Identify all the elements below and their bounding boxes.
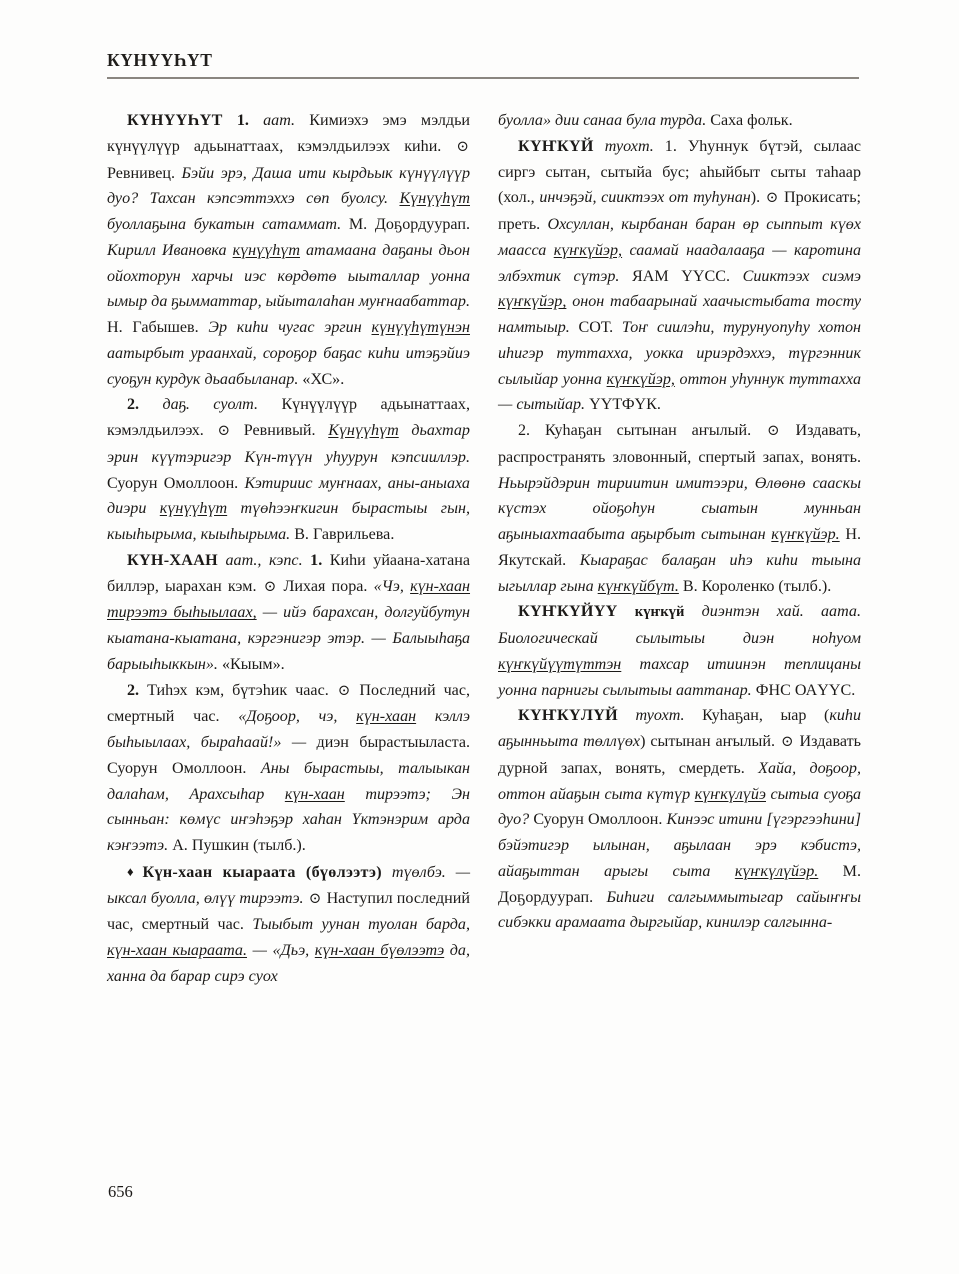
quotation-source: ЯАМ ҮҮСС. (632, 267, 731, 285)
quotation-keyword: күҥкүлүйэр. (734, 862, 819, 880)
headword-kungkuluy: КҮҤКҮЛҮЙ (518, 707, 618, 725)
russian-gloss: Издавать дурной запах, вонять, смердеть. (498, 733, 862, 777)
russian-gloss: Наступил последний час, смертный час. (107, 889, 470, 934)
sense-number: 1. (310, 551, 323, 569)
definition-text: Куһаҕан, ыар ( (702, 707, 830, 725)
quotation-source: «ХС». (302, 370, 345, 388)
quotation-keyword: күн-хаан (284, 785, 345, 803)
quotation-keyword: Күнүүһүт (399, 190, 470, 208)
quotation-text: Аны бырастыы, талыыкан далаһам, Арахсыһар (107, 759, 470, 803)
quotation-text: Охсуллан, кырбанан баран өр сыппыт күөх маасса (498, 216, 861, 259)
sense-number: 1. (236, 112, 249, 129)
russian-gloss: Лихая пора. (283, 577, 368, 595)
quotation-source: Суорун Омоллоон. (533, 811, 663, 829)
entry-kunuuhut-sense-2 (107, 392, 470, 548)
definition-close: ). (750, 189, 761, 207)
entry-kunuuhut-sense-1 (107, 108, 470, 392)
quotation-keyword: күнүүһүт (159, 500, 228, 518)
definition-paren-italic: киһи аҕынньыта төллүөх (498, 707, 861, 750)
definition-text: Куһаҕан сытынан аҥылый. (544, 422, 752, 439)
quotation-source: В. Короленко (тылб.). (682, 577, 832, 595)
phrase-gloss: түөлбэ. — ыксал буолла, өлүү тирээтэ. (107, 863, 471, 907)
quotation-keyword: күҥкүйбүт. (597, 577, 679, 595)
text-columns (107, 108, 862, 990)
quotation-keyword: күҥкүйэр. (771, 526, 840, 543)
quotation-text: «Доҕоор, чэ, (238, 708, 338, 726)
quotation-keyword: күҥкүйэр, (498, 293, 567, 311)
definition-text: Киһи уйаана-хатана биллэр, ыарахан кэм. (107, 551, 471, 595)
definition-text: Кимиэхэ эмэ мэлдьи күнүүлүүр адьынаттаах, кэмэлдьилээх киһи. (107, 112, 471, 155)
quotation-text: онон табаарынай хаачыстыбата тосту намтыыр. (498, 293, 861, 336)
quotation-text: түөһээҥкигин бырастыы гын, кыыһырыма, кыыһырыма. (107, 500, 470, 543)
quotation-source: «Кыым». (221, 655, 285, 673)
quotation-source: Саха фольк. (710, 112, 793, 129)
quotation-text: — «Дьэ, (252, 942, 310, 959)
definition-text: Тиһэх кэм, бүтэһик чаас. (147, 681, 329, 699)
quotation-text: Кэтириис муҥнаах, аны-аныаха диэри (107, 474, 470, 518)
quotation-keyword: күҥкүлүйэ (694, 785, 766, 803)
quotation-text: Ньырэйдэрин тириитин имитээри, Өлөөнө сааскы күстэх ойоҕоһун сыатын мунньан аҕыныахтаабыта аҕырбыт сытынан (498, 474, 861, 543)
russian-gloss: Последний час, смертный час. (107, 681, 470, 726)
definition-close: ) сытынан аҥылый. (640, 733, 775, 750)
entry-kungkuy-sense-2 (498, 418, 861, 599)
grammar-label: даҕ. суолт. (162, 396, 258, 414)
headword-kungkuyuu: КҮҤКҮЙҮҮ (518, 603, 618, 621)
quotation-source: М. Доҕордуурап. (348, 216, 470, 233)
sense-marker-icon: ⊙ (767, 423, 780, 439)
entry-kungkuyuu (498, 599, 861, 703)
quotation-source: В. Гаврильева. (294, 526, 395, 543)
header-rule (107, 77, 859, 80)
sense-marker-icon: ⊙ (217, 423, 231, 439)
quotation-text: Биһиги салгыммытыгар сайыҥҥы сибэкки арамаата дыргыйар, кинилэр салгынна- (498, 888, 862, 932)
quotation-source: А. Пушкин (тылб.). (172, 837, 306, 854)
sense-marker-icon: ⊙ (337, 682, 351, 699)
column-right (498, 108, 861, 990)
definition-text: Уһуннук бүтэй, сылаас сиргэ сытан, сытыйа бус; аһыйбыт сыты таһаар ( (498, 137, 861, 207)
quotation-text: кэллэ быһыылаах, быраһаай!» — (107, 708, 470, 751)
russian-gloss: Издавать, распространять зловонный, спертый запах, вонять. (498, 422, 861, 466)
sense-marker-icon: ⊙ (456, 138, 469, 155)
russian-gloss: Ревнивый. (243, 422, 316, 439)
quotation-keyword: күнүүһүтүнэн (371, 319, 470, 336)
quotation-source: Суорун Омоллоон. (107, 474, 239, 492)
quotation-keyword: күн-хаан тирээтэ быһыылаах, (107, 577, 471, 622)
quotation-text: атамаана даҕаны дьон ойохторун харчы иэс көрдөтө ыыталлар уонна ымыр да ҕымматтар, ыйыталаһан муҥнаабаттар. (107, 241, 471, 311)
quotation-text: Кыараҕас балаҕан иһэ киһи тыына ыгыллар гына (498, 551, 861, 595)
quotation-text: «Чэ, (373, 577, 404, 595)
quotation-keyword: күҥкүйүүтүттэн (498, 655, 622, 673)
sense-marker-icon: ⊙ (780, 734, 794, 750)
grammar-label: туохт. (604, 137, 654, 155)
quotation-text: тахсар итиинэн теплицаны уонна парнигы сылытыы ааттанар. (498, 655, 861, 699)
quotation-text: Бэйи эрэ, Даша ити кырдьык күнүүлүүр дуо? Тахсан кэпсэттэххэ сөп буолсу. (107, 164, 470, 208)
definition-paren-roman: хол., (503, 189, 535, 207)
quotation-keyword: күн-хаан бүөлээтэ (314, 942, 445, 959)
quotation-keyword: күн-хаан кыараата. (107, 942, 248, 959)
sense-marker-icon: ⊙ (308, 890, 322, 907)
quotation-text: Кирилл Ивановка (107, 241, 227, 259)
quotation-keyword: күҥкүйэр, (553, 241, 623, 259)
headword-kun-khaan: КҮН-ХААН (127, 551, 218, 569)
entry-kun-khaan-sense-2 (107, 678, 470, 859)
quotation-text: аатырбыт ураанхай, сороҕор баҕас киһи итэҕэйиэ суоҕун курдук дьаабыланар. (107, 344, 470, 388)
sense-number: 1. (664, 137, 677, 155)
sense-number: 2. (127, 396, 140, 414)
entry-kungkuluy (498, 703, 861, 936)
russian-gloss: Ревнивец. (107, 164, 175, 182)
sense-number: 2. (518, 422, 531, 439)
entry-continuation (498, 108, 861, 134)
quotation-text: — ийэ барахсан, долгуйбутун кыатана-кыатана, кэргэнигэр этэр. — Балыыһаҕа барыыһыккын». (107, 604, 471, 673)
subentry-phrase-kun-khaan-kyaraata (107, 859, 470, 990)
quotation-source: ФНС ОАҮҮС. (755, 681, 856, 699)
quotation-text: Хайа, доҕоор, оттон айаҕын сыта күтүр (498, 759, 861, 803)
grammar-label: туохт. (635, 707, 685, 725)
quotation-text: Кинээс итини [үгэргээһини] бэйэтигэр ылынан, аҕылаан эрэ кэбистэ, айаҕыттан арыгы сыта (498, 811, 861, 880)
running-head-title: КҮНҮҮҺҮТ (107, 50, 213, 70)
sense-marker-icon: ⊙ (263, 578, 277, 595)
headword-reference: күҥкүй (634, 604, 685, 621)
quotation-text: оттон уһуннук туттахха — сытыйар. (498, 370, 861, 414)
grammar-label: аат. (263, 112, 296, 129)
diamond-icon: ♦ (127, 863, 140, 879)
page-number: 656 (108, 1182, 133, 1201)
entry-kun-khaan-sense-1 (107, 548, 470, 678)
quotation-text: буолла» дии санаа була турда. (498, 112, 707, 129)
grammar-label: диэнтэн хай. аата. (701, 603, 861, 621)
quotation-text: Тоҥ сиилэһи, турунуопуһу хотон иһигэр туттахха, уокка ириэрдэххэ, түргэнник сылыйар уонна (498, 319, 861, 388)
quotation-text: Сииктээх сиэмэ (742, 267, 861, 285)
quotation-text: диэн бырастыыласта. (316, 734, 470, 751)
sense-number: 2. (127, 681, 140, 699)
quotation-text: сытыа суоҕа дуо? (498, 785, 861, 829)
headword-kungkuy: КҮҤКҮЙ (518, 137, 594, 155)
phrase-headword: Күн-хаан кыараата (бүөлээтэ) (142, 863, 382, 881)
sense-marker-icon: ⊙ (765, 190, 779, 207)
quotation-keyword: күҥкүйэр, (606, 370, 675, 388)
headword-kunuuhut: КҮНҮҮҺҮТ (127, 112, 223, 129)
quotation-keyword: күнүүһүт (232, 241, 300, 259)
quotation-source: М. Доҕордуурап. (498, 862, 861, 906)
quotation-keyword: күн-хаан (356, 708, 417, 726)
entry-kungkuy-sense-1 (498, 134, 861, 418)
quotation-keyword: Күнүүһүт (328, 422, 399, 439)
russian-gloss: Прокисать; преть. (498, 189, 862, 233)
definition-text: Күнүүлүүр адьынаттаах, кэмэлдьилээх. (107, 396, 470, 439)
quotation-source: Н. Габышев. (107, 319, 199, 336)
quotation-text: Эр киһи чугас эргин (208, 319, 362, 336)
quotation-text: буоллаҕына букатын сатаммат. (107, 216, 342, 233)
quotation-text: саамай наадалааҕа — каротина элбэхтик сүтэр. (498, 241, 861, 285)
quotation-text: дьахтар эрин күүтэригэр Күн-түүн уһуурун кэпсииллэр. (107, 422, 470, 466)
quotation-text: Биологическай сылытыы диэн ноһуом (498, 630, 861, 647)
grammar-label: аат., кэпс. (225, 551, 303, 569)
running-head (107, 52, 859, 79)
quotation-source: СОТ. (578, 319, 614, 336)
quotation-text: тирээтэ; Эн сынньан: көмүс иҥэһэҕэр хаһан Үктэнэрим арда кэҥээтэ. (107, 785, 471, 854)
quotation-source: Суорун Омоллоон. (107, 759, 247, 777)
quotation-text: да, ханна да барар сирэ суох (107, 942, 470, 985)
quotation-source: Н. Якутскай. (498, 526, 861, 569)
column-left (107, 108, 470, 990)
quotation-text: Тыыбыт уунан туолан барда, (252, 916, 471, 934)
definition-paren-italic: инчэҕэй, сииктээх от туһунан (539, 189, 751, 207)
quotation-source: ҮҮТФҮК. (589, 396, 661, 414)
